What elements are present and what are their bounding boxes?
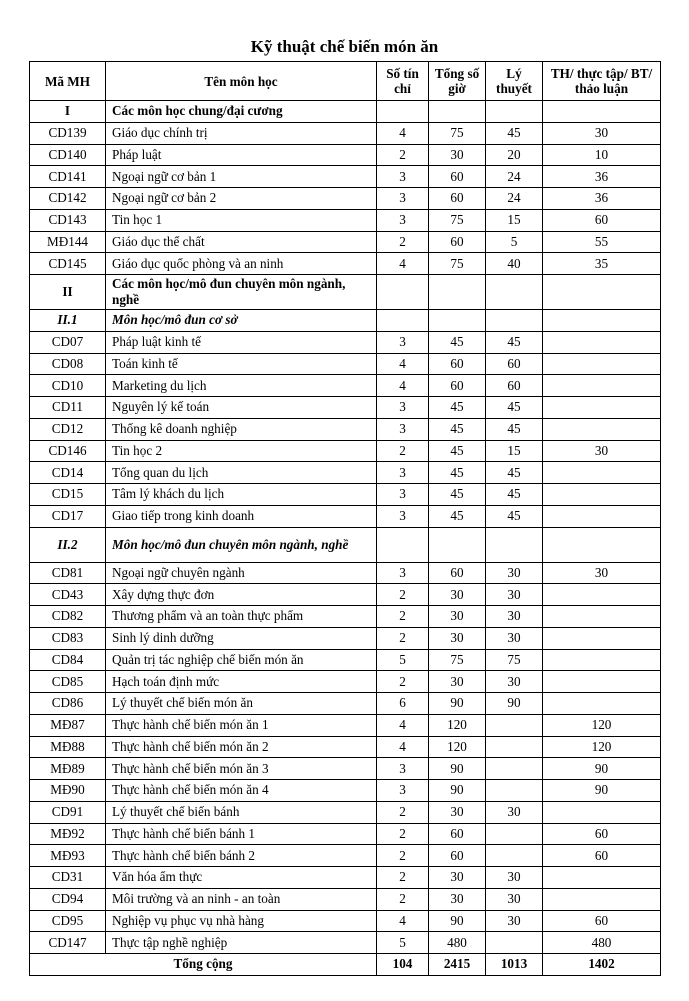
cell-practice: 55 [543,231,661,253]
cell-code: CD95 [30,910,106,932]
cell-theory: 45 [486,397,543,419]
cell-credits: 4 [377,375,429,397]
table-row [30,231,661,253]
cell-name: Ngoại ngữ chuyên ngành [106,562,377,584]
table-row [30,845,661,867]
cell-credits: 4 [377,353,429,375]
cell-code: CD43 [30,584,106,606]
cell-practice: 120 [543,714,661,736]
table-row [30,562,661,584]
cell-name: Thực hành chế biến bánh 1 [106,823,377,845]
cell-total-hours [429,310,486,332]
cell-code: MĐ89 [30,758,106,780]
cell-name: Quản trị tác nghiệp chế biến món ăn [106,649,377,671]
cell-name: Tâm lý khách du lịch [106,484,377,506]
cell-practice [543,584,661,606]
cell-total-hours: 60 [429,845,486,867]
cell-credits: 3 [377,331,429,353]
table-row [30,166,661,188]
table-row [30,418,661,440]
cell-total-hours: 75 [429,253,486,275]
cell-credits [377,310,429,332]
cell-theory [486,101,543,123]
cell-practice [543,418,661,440]
cell-total-hours: 30 [429,801,486,823]
cell-total-hours: 30 [429,671,486,693]
cell-total-hours: 45 [429,331,486,353]
cell-total-hours: 45 [429,505,486,527]
table-row [30,462,661,484]
cell-code: MĐ90 [30,780,106,802]
cell-name: Thực hành chế biến món ăn 3 [106,758,377,780]
table-row [30,188,661,210]
cell-practice: 90 [543,758,661,780]
cell-name: Ngoại ngữ cơ bản 1 [106,166,377,188]
cell-code: CD17 [30,505,106,527]
table-row [30,144,661,166]
cell-name: Thực tập nghề nghiệp [106,932,377,954]
cell-total-hours: 30 [429,888,486,910]
cell-total-hours [429,275,486,310]
table-row [30,693,661,715]
table-body [30,101,661,954]
cell-theory [486,527,543,562]
total-hours: 2415 [429,954,486,976]
cell-name: Thực hành chế biến món ăn 1 [106,714,377,736]
cell-credits: 2 [377,823,429,845]
table-row [30,714,661,736]
cell-credits: 3 [377,166,429,188]
header-name: Tên môn học [106,62,377,101]
cell-code: CD140 [30,144,106,166]
cell-name: Toán kinh tế [106,353,377,375]
cell-credits: 4 [377,714,429,736]
header-credits: Số tín chỉ [377,62,429,101]
cell-theory: 30 [486,910,543,932]
cell-credits: 3 [377,418,429,440]
cell-total-hours: 90 [429,693,486,715]
cell-theory [486,758,543,780]
table-row [30,375,661,397]
cell-practice [543,527,661,562]
header-code: Mã MH [30,62,106,101]
cell-theory: 60 [486,353,543,375]
table-row [30,780,661,802]
cell-total-hours: 120 [429,714,486,736]
cell-practice [543,867,661,889]
cell-name: Ngoại ngữ cơ bản 2 [106,188,377,210]
table-row [30,888,661,910]
table-row [30,910,661,932]
table-row [30,649,661,671]
cell-total-hours: 30 [429,606,486,628]
table-row [30,606,661,628]
table-row [30,484,661,506]
cell-practice [543,462,661,484]
cell-name: Tổng quan du lịch [106,462,377,484]
cell-total-hours: 75 [429,649,486,671]
cell-name: Thực hành chế biến món ăn 4 [106,780,377,802]
cell-practice: 30 [543,122,661,144]
cell-theory: 45 [486,462,543,484]
cell-code: MĐ144 [30,231,106,253]
cell-credits: 2 [377,801,429,823]
cell-theory: 30 [486,671,543,693]
cell-name: Các môn học chung/đại cương [106,101,377,123]
cell-practice [543,627,661,649]
cell-credits: 3 [377,209,429,231]
cell-theory: 30 [486,584,543,606]
cell-total-hours: 30 [429,627,486,649]
cell-code: CD141 [30,166,106,188]
table-row [30,505,661,527]
cell-code: CD147 [30,932,106,954]
table-row [30,584,661,606]
cell-total-hours: 60 [429,166,486,188]
cell-theory: 20 [486,144,543,166]
cell-name: Sinh lý dinh dưỡng [106,627,377,649]
cell-practice: 60 [543,910,661,932]
cell-practice: 10 [543,144,661,166]
cell-credits: 4 [377,910,429,932]
cell-code: CD84 [30,649,106,671]
cell-code: CD31 [30,867,106,889]
cell-code: CD82 [30,606,106,628]
cell-code: MĐ87 [30,714,106,736]
cell-total-hours: 60 [429,353,486,375]
cell-name: Môn học/mô đun cơ sở [106,310,377,332]
cell-total-hours: 90 [429,910,486,932]
cell-total-hours: 45 [429,397,486,419]
cell-total-hours: 480 [429,932,486,954]
cell-name: Marketing du lịch [106,375,377,397]
cell-code: CD10 [30,375,106,397]
cell-name: Các môn học/mô đun chuyên môn ngành, nghề [106,275,377,310]
cell-practice [543,693,661,715]
table-row [30,801,661,823]
cell-total-hours: 90 [429,780,486,802]
cell-practice [543,606,661,628]
cell-practice [543,888,661,910]
cell-practice [543,649,661,671]
header-theory: Lý thuyết [486,62,543,101]
cell-code: CD83 [30,627,106,649]
section-row [30,310,661,332]
table-row [30,253,661,275]
cell-theory: 45 [486,331,543,353]
cell-name: Nghiệp vụ phục vụ nhà hàng [106,910,377,932]
cell-total-hours: 45 [429,484,486,506]
section-row [30,527,661,562]
cell-theory: 75 [486,649,543,671]
cell-code: CD14 [30,462,106,484]
cell-practice [543,671,661,693]
cell-theory [486,845,543,867]
section-row [30,101,661,123]
cell-credits [377,101,429,123]
cell-practice [543,101,661,123]
cell-practice [543,353,661,375]
cell-code: I [30,101,106,123]
cell-credits: 2 [377,606,429,628]
cell-name: Tin học 1 [106,209,377,231]
cell-credits: 5 [377,649,429,671]
cell-theory: 24 [486,166,543,188]
cell-theory: 45 [486,484,543,506]
table-row [30,209,661,231]
cell-practice: 60 [543,209,661,231]
cell-theory: 45 [486,418,543,440]
cell-practice: 90 [543,780,661,802]
curriculum-table [29,61,661,976]
cell-name: Thương phẩm và an toàn thực phẩm [106,606,377,628]
cell-total-hours: 75 [429,209,486,231]
cell-theory: 15 [486,440,543,462]
cell-credits: 3 [377,397,429,419]
cell-theory: 30 [486,606,543,628]
cell-credits: 3 [377,462,429,484]
cell-name: Văn hóa ẩm thực [106,867,377,889]
header-total-hours: Tổng số giờ [429,62,486,101]
cell-credits [377,527,429,562]
cell-credits: 3 [377,780,429,802]
cell-theory [486,736,543,758]
cell-practice: 480 [543,932,661,954]
cell-credits: 2 [377,671,429,693]
cell-credits: 3 [377,562,429,584]
cell-practice: 35 [543,253,661,275]
cell-code: MĐ93 [30,845,106,867]
cell-total-hours: 60 [429,231,486,253]
cell-theory [486,823,543,845]
table-row [30,353,661,375]
cell-practice: 30 [543,440,661,462]
cell-practice [543,505,661,527]
cell-total-hours: 30 [429,584,486,606]
cell-theory: 45 [486,122,543,144]
cell-code: CD139 [30,122,106,144]
cell-code: II.1 [30,310,106,332]
cell-theory [486,310,543,332]
table-row [30,736,661,758]
cell-theory: 30 [486,888,543,910]
cell-code: CD143 [30,209,106,231]
cell-code: CD91 [30,801,106,823]
cell-name: Thực hành chế biến món ăn 2 [106,736,377,758]
cell-total-hours: 30 [429,867,486,889]
cell-code: CD142 [30,188,106,210]
cell-total-hours: 30 [429,144,486,166]
cell-credits: 2 [377,584,429,606]
cell-code: CD146 [30,440,106,462]
cell-code: CD07 [30,331,106,353]
cell-theory: 30 [486,562,543,584]
cell-credits: 2 [377,845,429,867]
cell-total-hours [429,527,486,562]
cell-practice [543,310,661,332]
table-row [30,627,661,649]
cell-credits: 2 [377,144,429,166]
table-row [30,758,661,780]
cell-practice: 30 [543,562,661,584]
cell-credits: 4 [377,253,429,275]
cell-theory: 45 [486,505,543,527]
cell-code: II [30,275,106,310]
total-label: Tổng cộng [30,954,377,976]
cell-credits: 2 [377,888,429,910]
cell-total-hours: 90 [429,758,486,780]
cell-code: CD85 [30,671,106,693]
cell-name: Pháp luật kinh tế [106,331,377,353]
table-row [30,671,661,693]
cell-theory: 5 [486,231,543,253]
cell-practice [543,375,661,397]
cell-theory: 15 [486,209,543,231]
total-credits: 104 [377,954,429,976]
cell-credits: 2 [377,440,429,462]
cell-total-hours: 75 [429,122,486,144]
cell-total-hours: 60 [429,562,486,584]
cell-name: Lý thuyết chế biến bánh [106,801,377,823]
document-title: Kỹ thuật chế biến món ăn [250,37,439,56]
cell-total-hours: 60 [429,375,486,397]
cell-name: Giáo dục thể chất [106,231,377,253]
cell-practice [543,484,661,506]
cell-name: Giáo dục quốc phòng và an ninh [106,253,377,275]
cell-theory: 60 [486,375,543,397]
cell-credits: 4 [377,122,429,144]
cell-name: Xây dựng thực đơn [106,584,377,606]
cell-name: Môn học/mô đun chuyên môn ngành, nghề [106,527,377,562]
cell-name: Pháp luật [106,144,377,166]
cell-total-hours: 45 [429,418,486,440]
cell-theory: 30 [486,867,543,889]
cell-credits: 3 [377,188,429,210]
cell-theory [486,780,543,802]
cell-code: II.2 [30,527,106,562]
cell-code: CD08 [30,353,106,375]
cell-theory: 24 [486,188,543,210]
section-row [30,275,661,310]
total-theory: 1013 [486,954,543,976]
cell-practice [543,801,661,823]
cell-name: Thực hành chế biến bánh 2 [106,845,377,867]
cell-credits: 3 [377,758,429,780]
cell-name: Lý thuyết chế biến món ăn [106,693,377,715]
cell-practice [543,275,661,310]
cell-credits: 6 [377,693,429,715]
cell-theory [486,275,543,310]
cell-code: CD15 [30,484,106,506]
cell-name: Giáo dục chính trị [106,122,377,144]
cell-credits: 4 [377,736,429,758]
header-practice: TH/ thực tập/ BT/ thảo luận [543,62,661,101]
cell-total-hours [429,101,486,123]
cell-total-hours: 45 [429,462,486,484]
cell-theory: 90 [486,693,543,715]
table-row [30,932,661,954]
cell-code: MĐ88 [30,736,106,758]
total-row [30,954,661,976]
total-practice: 1402 [543,954,661,976]
cell-credits: 2 [377,627,429,649]
cell-credits: 3 [377,505,429,527]
table-row [30,122,661,144]
cell-theory [486,714,543,736]
cell-credits: 3 [377,484,429,506]
cell-practice: 36 [543,166,661,188]
table-header-row [30,62,661,101]
cell-name: Thống kê doanh nghiệp [106,418,377,440]
cell-name: Giao tiếp trong kinh doanh [106,505,377,527]
cell-theory: 30 [486,627,543,649]
cell-practice: 120 [543,736,661,758]
table-row [30,440,661,462]
cell-credits: 5 [377,932,429,954]
cell-practice: 60 [543,845,661,867]
cell-total-hours: 60 [429,188,486,210]
cell-name: Tin học 2 [106,440,377,462]
cell-name: Nguyên lý kế toán [106,397,377,419]
cell-practice: 36 [543,188,661,210]
cell-credits [377,275,429,310]
cell-code: CD12 [30,418,106,440]
cell-theory: 30 [486,801,543,823]
cell-total-hours: 45 [429,440,486,462]
cell-practice [543,397,661,419]
cell-code: CD94 [30,888,106,910]
cell-total-hours: 60 [429,823,486,845]
cell-name: Hạch toán định mức [106,671,377,693]
cell-total-hours: 120 [429,736,486,758]
cell-code: MĐ92 [30,823,106,845]
cell-name: Môi trường và an ninh - an toàn [106,888,377,910]
cell-practice: 60 [543,823,661,845]
table-row [30,823,661,845]
cell-theory: 40 [486,253,543,275]
cell-code: CD81 [30,562,106,584]
cell-code: CD11 [30,397,106,419]
table-row [30,397,661,419]
cell-code: CD145 [30,253,106,275]
cell-practice [543,331,661,353]
cell-credits: 2 [377,231,429,253]
cell-code: CD86 [30,693,106,715]
cell-credits: 2 [377,867,429,889]
cell-theory [486,932,543,954]
table-row [30,867,661,889]
table-row [30,331,661,353]
